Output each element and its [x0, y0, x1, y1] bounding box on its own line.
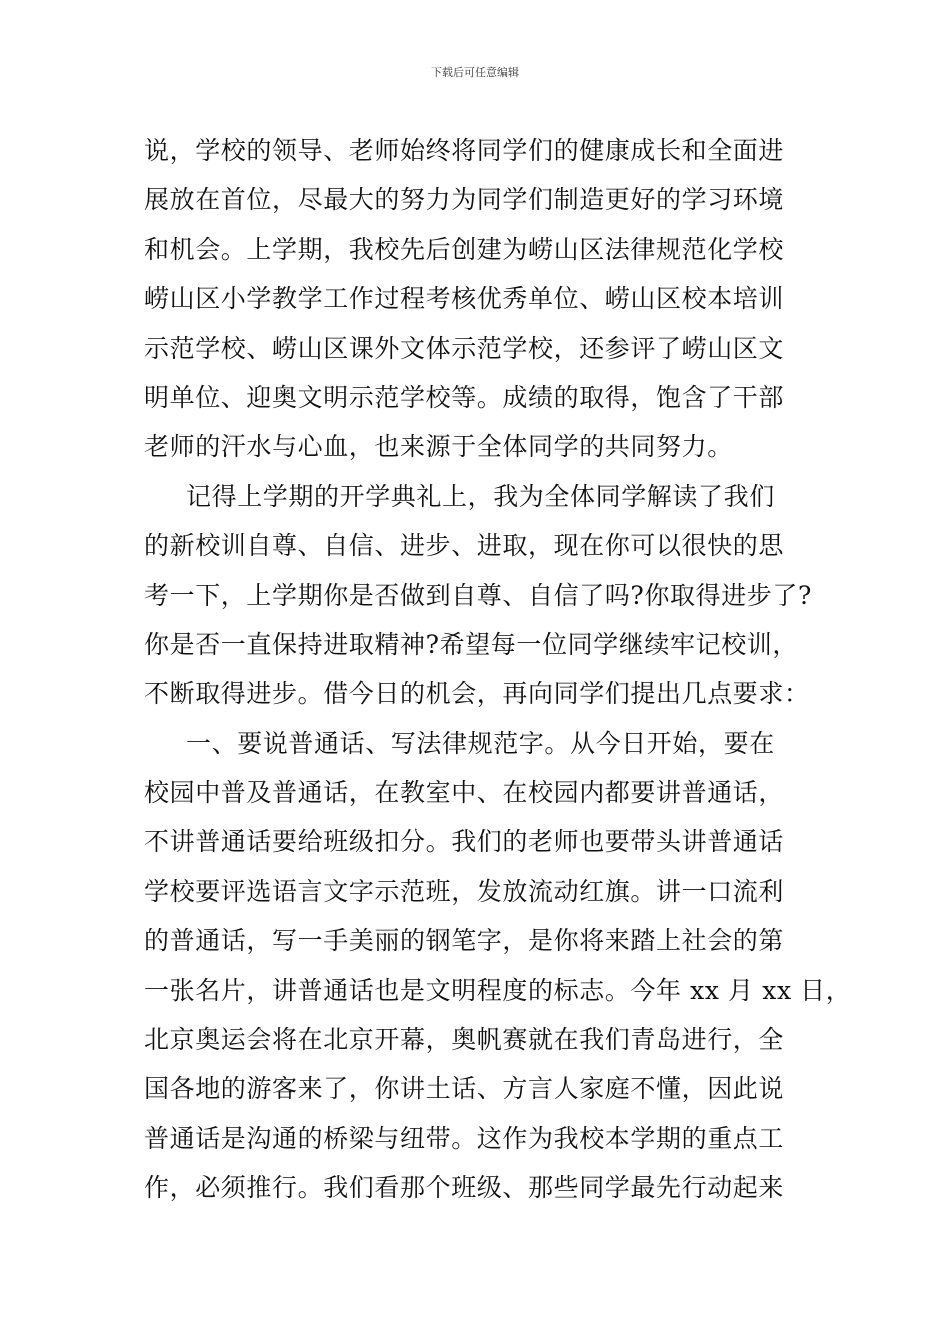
- text-line: 的普通话，写一手美丽的钢笔字，是你将来踏上社会的第: [144, 926, 785, 956]
- text-line: 和机会。上学期，我校先后创建为崂山区法律规范化学校: [144, 234, 785, 264]
- text-line: 学校要评选语言文字示范班，发放流动红旗。讲一口流利: [144, 876, 785, 906]
- text-line: 示范学校、崂山区课外文体示范学校，还参评了崂山区文: [144, 333, 785, 363]
- text-line: 不讲普通话要给班级扣分。我们的老师也要带头讲普通话: [144, 827, 785, 857]
- text-line: 不断取得进步。借今日的机会，再向同学们提出几点要求：: [144, 679, 810, 709]
- text-line: 崂山区小学教学工作过程考核优秀单位、崂山区校本培训: [144, 284, 785, 314]
- text-line: 老师的汗水与心血，也来源于全体同学的共同努力。: [144, 432, 733, 462]
- page-header-note: 下载后可任意编辑: [431, 66, 519, 79]
- paragraph-1: [144, 126, 808, 472]
- text-line-first: 一、要说普通话、写法律规范字。从今日开始，要在: [186, 728, 775, 758]
- text-line: 国各地的游客来了，你讲土话、方言人家庭不懂，因此说: [144, 1074, 785, 1104]
- text-line-first: 记得上学期的开学典礼上，我为全体同学解读了我们: [186, 481, 775, 511]
- text-line: 普通话是沟通的桥梁与纽带。这作为我校本学期的重点工: [144, 1123, 785, 1153]
- text-line: 说，学校的领导、老师始终将同学们的健康成长和全面进: [144, 136, 785, 165]
- text-line: 的新校训自尊、自信、进步、进取，现在你可以很快的思: [144, 531, 785, 561]
- text-line: 一张名片，讲普通话也是文明程度的标志。今年 xx 月 xx 日，: [144, 975, 852, 1005]
- document-body: [144, 126, 852, 1213]
- paragraph-3: [144, 719, 852, 1213]
- text-line: 作，必须推行。我们看那个班级、那些同学最先行动起来: [144, 1173, 785, 1203]
- text-line: 考一下，上学期你是否做到自尊、自信了吗?你取得进步了?: [144, 580, 813, 610]
- text-line: 你是否一直保持进取精神?希望每一位同学继续牢记校训，: [144, 629, 799, 659]
- text-line: 校园中普及普通话，在教室中、在校园内都要讲普通话，: [144, 778, 785, 808]
- text-line: 北京奥运会将在北京开幕，奥帆赛就在我们青岛进行，全: [144, 1025, 785, 1055]
- text-line: 展放在首位，尽最大的努力为同学们制造更好的学习环境: [144, 185, 785, 215]
- text-line: 明单位、迎奥文明示范学校等。成绩的取得，饱含了干部: [144, 382, 785, 412]
- paragraph-2: [144, 472, 813, 719]
